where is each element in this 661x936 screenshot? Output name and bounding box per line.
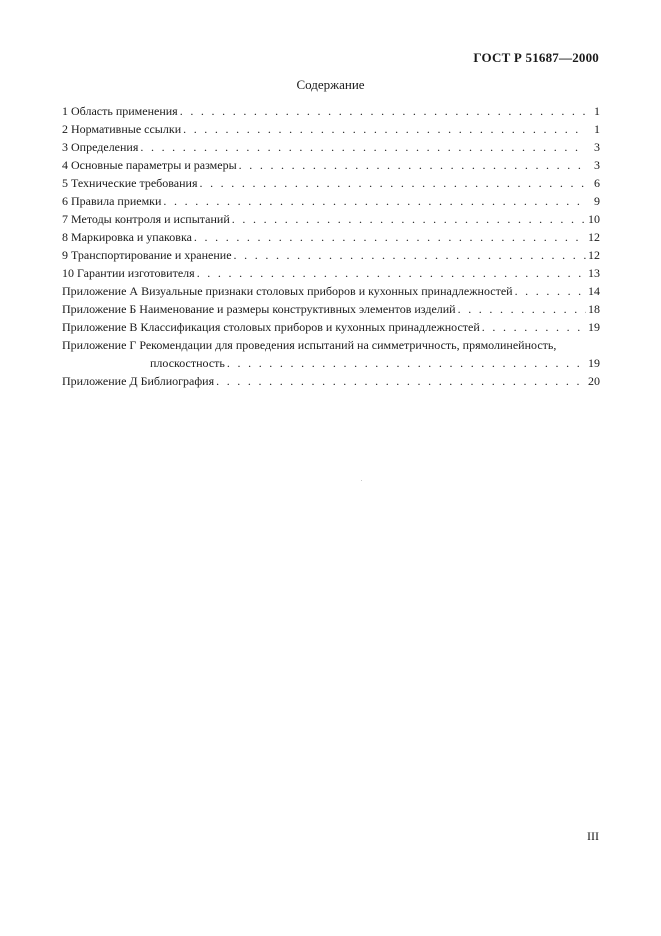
toc-entry-page: 14 bbox=[588, 284, 600, 298]
toc-entry-8[interactable] bbox=[62, 228, 600, 246]
toc-entry-label: Приложение Д Библиография bbox=[62, 374, 215, 388]
leader-dots bbox=[197, 264, 586, 282]
toc-title: Содержание bbox=[296, 77, 365, 92]
toc-entry-label: 3 Определения bbox=[62, 140, 139, 154]
toc-entry-label: 5 Технические требования bbox=[62, 176, 198, 190]
toc-entry-label: 8 Маркировка и упаковка bbox=[62, 230, 192, 244]
toc-entry-appendix-d[interactable] bbox=[62, 372, 600, 390]
toc-entry-label: 1 Область применения bbox=[62, 104, 178, 118]
toc-entry-page: 12 bbox=[588, 248, 600, 262]
toc-entry-3[interactable] bbox=[62, 138, 600, 156]
scan-speck bbox=[361, 480, 362, 481]
toc-entry-page: 1 bbox=[594, 104, 600, 118]
toc-entry-label-line1: Приложение Г Рекомендации для проведения испытаний на симметричность, прямолинейность, bbox=[62, 338, 557, 352]
toc-entry-label: Приложение А Визуальные признаки столовых приборов и кухонных принадлежностей bbox=[62, 284, 513, 298]
toc-entry-page: 18 bbox=[588, 302, 600, 316]
toc-entry-page: 3 bbox=[594, 158, 600, 172]
toc-entry-7[interactable] bbox=[62, 210, 600, 228]
leader-dots bbox=[232, 210, 586, 228]
leader-dots bbox=[482, 318, 586, 336]
toc-entry-label: 9 Транспортирование и хранение bbox=[62, 248, 232, 262]
toc-entry-9[interactable] bbox=[62, 246, 600, 264]
leader-dots bbox=[458, 300, 586, 318]
toc-entry-page: 1 bbox=[594, 122, 600, 136]
toc-entry-label: 2 Нормативные ссылки bbox=[62, 122, 182, 136]
leader-dots bbox=[199, 174, 586, 192]
leader-dots bbox=[227, 354, 586, 372]
toc-entry-5[interactable] bbox=[62, 174, 600, 192]
toc-entry-page: 19 bbox=[588, 356, 600, 370]
leader-dots bbox=[140, 138, 586, 156]
toc-entry-label: Приложение Б Наименование и размеры конструктивных элементов изделий bbox=[62, 302, 456, 316]
leader-dots bbox=[163, 192, 586, 210]
toc-entry-label: Приложение В Классификация столовых приборов и кухонных принадлежностей bbox=[62, 320, 480, 334]
toc-entry-page: 3 bbox=[594, 140, 600, 154]
page-number: III bbox=[587, 829, 599, 843]
toc-entry-appendix-v[interactable] bbox=[62, 318, 600, 336]
toc-entry-2[interactable] bbox=[62, 120, 600, 138]
toc-entry-appendix-b[interactable] bbox=[62, 300, 600, 318]
toc-entry-page: 12 bbox=[588, 230, 600, 244]
leader-dots bbox=[239, 156, 586, 174]
leader-dots bbox=[180, 102, 586, 120]
toc-entry-label: 6 Правила приемки bbox=[62, 194, 162, 208]
toc-entry-6[interactable] bbox=[62, 192, 600, 210]
toc-entry-label: 4 Основные параметры и размеры bbox=[62, 158, 237, 172]
table-of-contents bbox=[62, 102, 600, 390]
toc-entry-10[interactable] bbox=[62, 264, 600, 282]
toc-entry-4[interactable] bbox=[62, 156, 600, 174]
toc-entry-page: 10 bbox=[588, 212, 600, 226]
leader-dots bbox=[234, 246, 586, 264]
document-code: ГОСТ Р 51687—2000 bbox=[473, 50, 599, 65]
toc-entry-page: 6 bbox=[594, 176, 600, 190]
leader-dots bbox=[515, 282, 586, 300]
leader-dots bbox=[183, 120, 586, 138]
leader-dots bbox=[216, 372, 586, 390]
toc-entry-appendix-a[interactable] bbox=[62, 282, 600, 300]
toc-entry-page: 20 bbox=[588, 374, 600, 388]
toc-entry-label: 10 Гарантии изготовителя bbox=[62, 266, 195, 280]
leader-dots bbox=[194, 228, 586, 246]
toc-entry-page: 19 bbox=[588, 320, 600, 334]
toc-entry-page: 13 bbox=[588, 266, 600, 280]
toc-entry-label: 7 Методы контроля и испытаний bbox=[62, 212, 230, 226]
toc-entry-appendix-g[interactable] bbox=[62, 336, 600, 372]
toc-entry-page: 9 bbox=[594, 194, 600, 208]
toc-entry-1[interactable] bbox=[62, 102, 600, 120]
toc-entry-label-line2: плоскостность bbox=[150, 356, 225, 370]
